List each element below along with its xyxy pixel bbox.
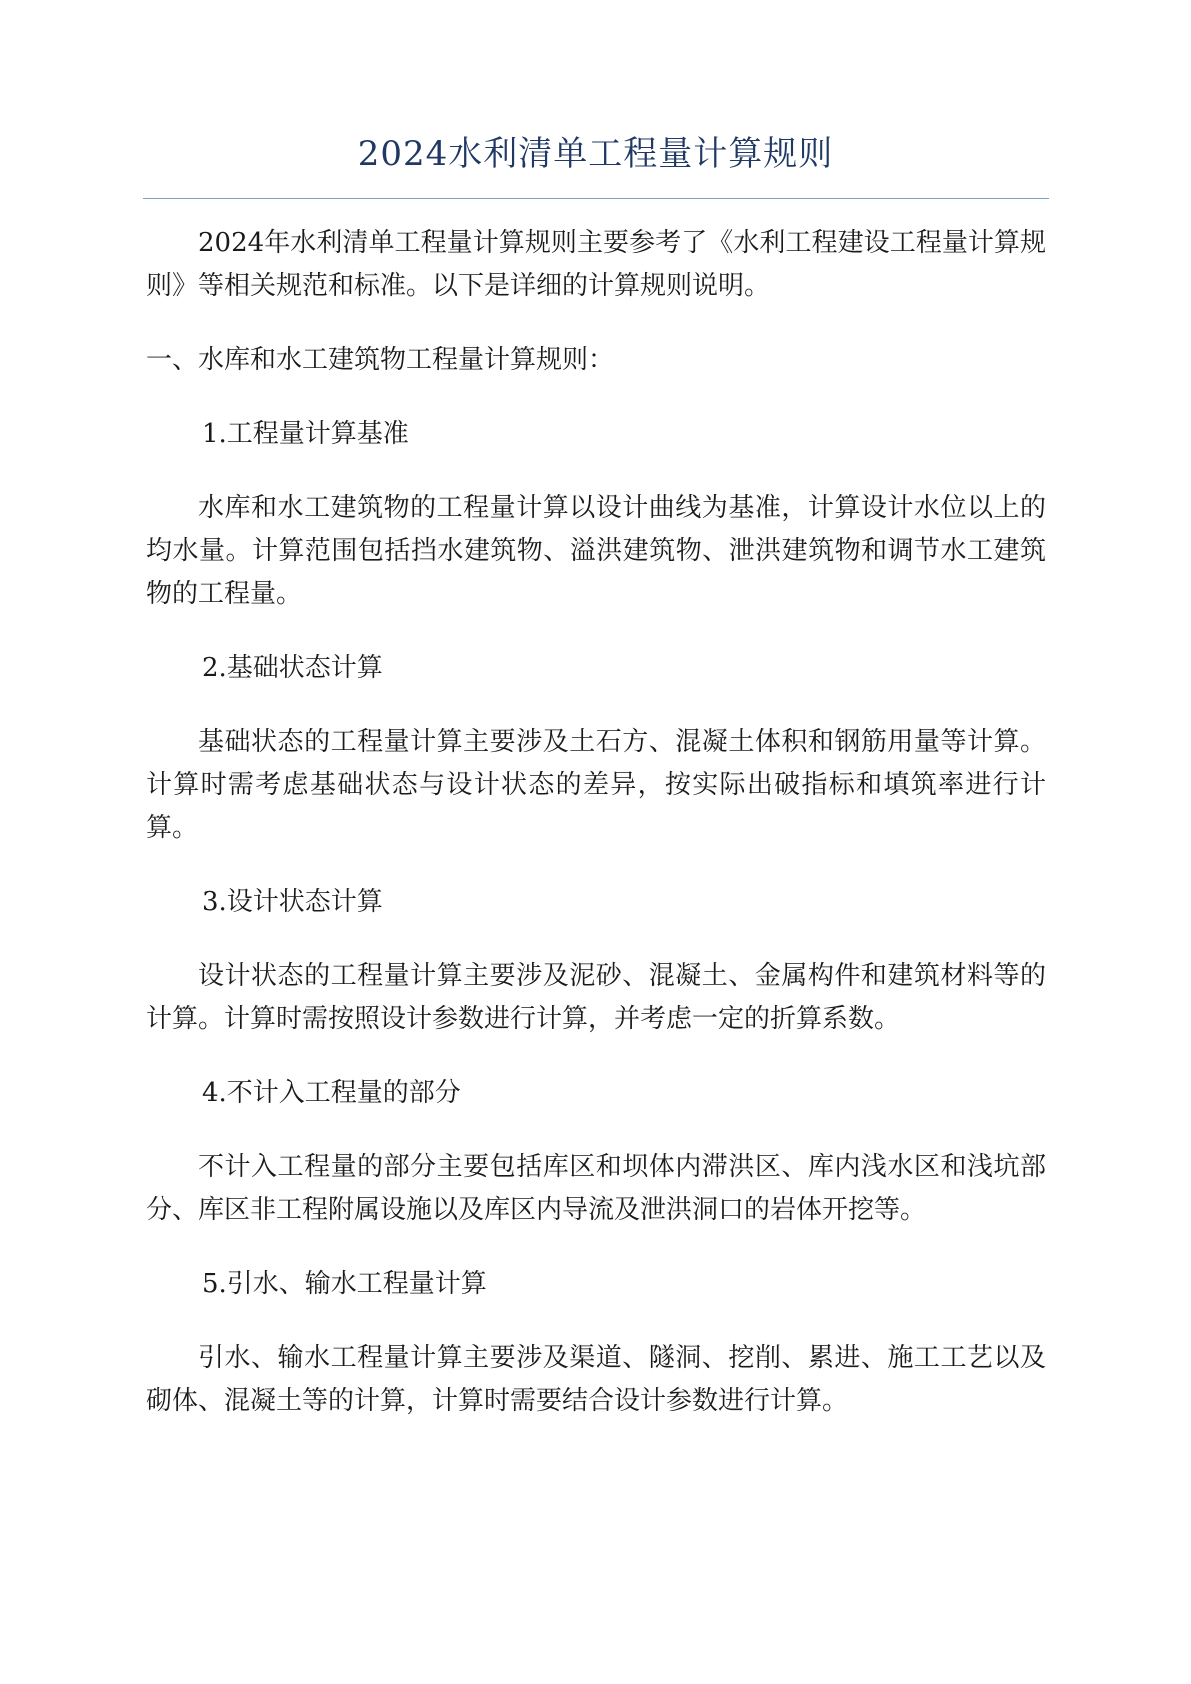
- item-paragraph: 水库和水工建筑物的工程量计算以设计曲线为基准，计算设计水位以上的均水量。计算范围包括挡水建筑物、溢洪建筑物、泄洪建筑物和调节水工建筑物的工程量。: [146, 493, 1046, 609]
- item-heading: 2.基础状态计算: [202, 653, 383, 683]
- item-paragraph: 引水、输水工程量计算主要涉及渠道、隧洞、挖削、累进、施工工艺以及砌体、混凝土等的计算，计算时需要结合设计参数进行计算。: [146, 1343, 1046, 1416]
- item-paragraph: 不计入工程量的部分主要包括库区和坝体内滞洪区、库内浅水区和浅坑部分、库区非工程附属设施以及库区内导流及泄洪洞口的岩体开挖等。: [146, 1152, 1046, 1225]
- item-paragraph: 设计状态的工程量计算主要涉及泥砂、混凝土、金属构件和建筑材料等的计算。计算时需按照设计参数进行计算，并考虑一定的折算系数。: [146, 961, 1046, 1034]
- item-heading: 1.工程量计算基准: [202, 419, 409, 449]
- section-heading: 一、水库和水工建筑物工程量计算规则：: [146, 345, 615, 375]
- intro-paragraph: 2024年水利清单工程量计算规则主要参考了《水利工程建设工程量计算规则》等相关规范和标准。以下是详细的计算规则说明。: [146, 228, 1046, 301]
- item-heading: 3.设计状态计算: [202, 887, 383, 917]
- page-title: 2024水利清单工程量计算规则: [357, 134, 834, 174]
- document-body: [146, 222, 1046, 1454]
- item-paragraph: 基础状态的工程量计算主要涉及土石方、混凝土体积和钢筋用量等计算。计算时需考虑基础状态与设计状态的差异，按实际出破指标和填筑率进行计算。: [146, 727, 1046, 843]
- title-divider: [143, 198, 1049, 199]
- item-heading: 4.不计入工程量的部分: [202, 1078, 461, 1108]
- item-heading: 5.引水、输水工程量计算: [202, 1269, 487, 1299]
